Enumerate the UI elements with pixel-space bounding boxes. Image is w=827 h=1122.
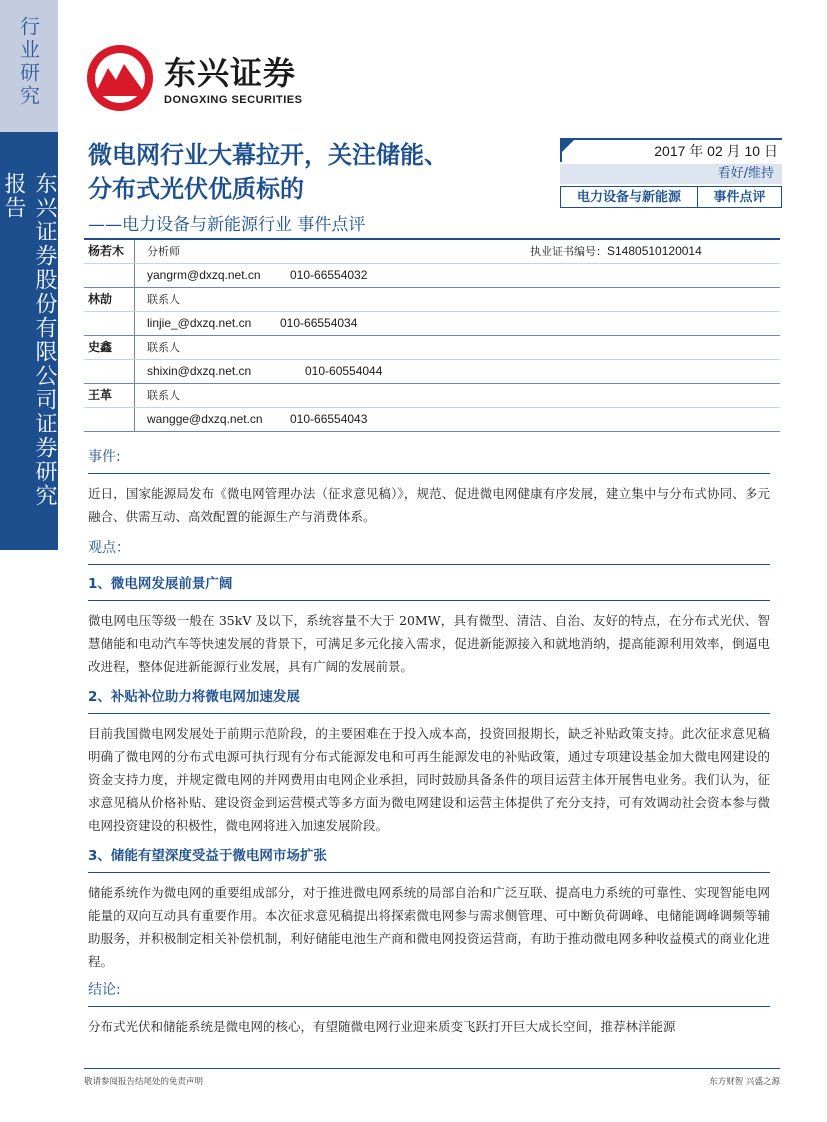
analyst-role-cell: [135, 336, 780, 359]
sidebar-company: 东兴证券股份有限公司证券研究报告: [1, 172, 57, 508]
event-paragraph: 近日，国家能源局发布《微电网管理办法（征求意见稿）》，规范、促进微电网健康有序发展，建立集中与分布式协同、多元融合、供需互动、高效配置的能源生产与消费体系。: [88, 486, 770, 524]
sidebar-category-band: [0, 0, 58, 132]
analyst-email[interactable]: shixin@dxzq.net.cn: [147, 364, 252, 378]
view-paragraph-1: 微电网电压等级一般在 35kV 及以下，系统容量不大于 20MW，具有微型、清洁、自治、友好的特点，在分布式光伏、智慧储能和电动汽车等快速发展的背景下，可满足多元化接入需求，促进新能源接入和就地消纳，提高能源利用效率，倒逼电改进程，整体促进新能源行业发展，具有广阔的发展前景。: [88, 613, 770, 674]
sidebar-category: 行业研究: [16, 16, 41, 108]
analyst-email[interactable]: wangge@dxzq.net.cn: [147, 412, 263, 426]
analyst-name-spacer: [84, 312, 135, 335]
analyst-email[interactable]: linjie_@dxzq.net.cn: [147, 316, 252, 330]
event-label: 事件:: [88, 449, 121, 465]
page-footer: [84, 1068, 780, 1087]
analyst-name-spacer: [84, 408, 135, 431]
analyst-name-spacer: [84, 264, 135, 287]
analyst-row: [84, 384, 780, 408]
analyst-name-spacer: [84, 360, 135, 383]
analyst-role-cell: [135, 384, 780, 407]
company-logo: [86, 44, 316, 114]
view-paragraph-3: 储能系统作为微电网的重要组成部分，对于推进微电网系统的局部自治和广泛互联、提高电力系统的可靠性、实现智能电网能量的双向互动具有重要作用。本次征求意见稿提出将探索微电网参与需求侧管理、可中断负荷调峰、电储能调峰调频等辅助服务，并积极制定相关补偿机制，利好储能电池生产商和微电网投资运营商，有助于推动微电网多种收益模式的商业化进程。: [88, 885, 770, 969]
conclusion-label: 结论:: [88, 982, 121, 998]
analyst-contact-row: [84, 360, 780, 383]
analyst-phone: 010-60554044: [305, 364, 383, 378]
analyst-group: [84, 336, 780, 384]
analyst-contact-cell: [135, 360, 780, 383]
analyst-name: 杨若木: [84, 240, 135, 263]
view-paragraph-2: 目前我国微电网发展处于前期示范阶段，的主要困难在于投入成本高，投资回报期长，缺乏补贴政策支持。此次征求意见稿明确了微电网的分布式电源可执行现有分布式能源发电和可再生能源发电的补贴政策，通过专项建设基金加大微电网建设的资金支持力度，并规定微电网的并网费用由电网企业承担，同时鼓励具备条件的项目运营主体开展售电业务。我们认为，征求意见稿从价格补贴、建设资金到运营模式等多方面为微电网建设和运营主体提供了充分支持，可有效调动社会资本参与微电网投资建设的积极性，微电网将进入加速发展阶段。: [88, 726, 770, 833]
section-divider: [88, 1006, 770, 1007]
analyst-row: [84, 240, 780, 264]
section-divider: [88, 600, 770, 601]
disclaimer-note: 敬请参阅报告结尾处的免责声明: [84, 1077, 204, 1087]
view-heading-3: 3、储能有望深度受益于微电网市场扩张: [88, 848, 327, 864]
analyst-role-cell: [135, 288, 780, 311]
view-heading-1: 1、微电网发展前景广阔: [88, 576, 233, 592]
title-line-1: 微电网行业大幕拉开，关注储能、: [88, 141, 448, 169]
rating-badge: 看好/维持: [560, 164, 782, 184]
license-number: S1480510120014: [607, 244, 702, 258]
analyst-contact-row: [84, 312, 780, 335]
corner-mark-icon: [562, 140, 574, 152]
report-date: 2017 年 02 月 10 日: [654, 143, 778, 159]
analyst-table: [84, 238, 780, 432]
analyst-phone: 010-66554032: [290, 268, 368, 282]
analyst-contact-row: [84, 408, 780, 431]
section-divider: [88, 872, 770, 873]
report-body: [88, 446, 770, 1038]
analyst-role: 联系人: [147, 341, 180, 354]
license-label: 执业证书编号：: [530, 245, 607, 258]
analyst-name: 史鑫: [84, 336, 135, 359]
tag-row: [560, 186, 782, 208]
date-row: [560, 138, 782, 162]
analyst-phone: 010-66554034: [280, 316, 358, 330]
section-divider: [88, 473, 770, 474]
analyst-group: [84, 240, 780, 288]
section-divider: [88, 564, 770, 565]
sidebar-company-band: [0, 132, 58, 550]
report-title: [88, 138, 448, 206]
analyst-name: 王革: [84, 384, 135, 407]
industry-tag: 电力设备与新能源: [560, 186, 698, 208]
report-info-box: [560, 138, 782, 208]
footer-slogan: 东方财智 兴盛之源: [709, 1077, 780, 1087]
report-type-tag: 事件点评: [698, 186, 782, 208]
analyst-row: [84, 288, 780, 312]
analyst-contact-cell: [135, 312, 780, 335]
views-label: 观点：: [88, 540, 130, 556]
analyst-row: [84, 336, 780, 360]
analyst-role: 分析师: [147, 245, 180, 258]
section-divider: [88, 713, 770, 714]
analyst-contact-cell: [135, 408, 780, 431]
analyst-role: 联系人: [147, 293, 180, 306]
logo-text-en: DONGXING SECURITIES: [164, 94, 303, 106]
analyst-contact-row: [84, 264, 780, 287]
analyst-name: 林劼: [84, 288, 135, 311]
analyst-group: [84, 384, 780, 432]
report-subtitle: ——电力设备与新能源行业 事件点评: [88, 215, 366, 235]
title-line-2: 分布式光伏优质标的: [88, 175, 304, 203]
analyst-role: 联系人: [147, 389, 180, 402]
logo-mark-icon: [86, 44, 154, 112]
conclusion-paragraph: 分布式光伏和储能系统是微电网的核心，有望随微电网行业迎来质变飞跃打开巨大成长空间，推荐林洋能源: [88, 1019, 676, 1034]
analyst-phone: 010-66554043: [290, 412, 368, 426]
analyst-contact-cell: [135, 264, 780, 287]
view-heading-2: 2、补贴补位助力将微电网加速发展: [88, 689, 300, 705]
analyst-email[interactable]: yangrm@dxzq.net.cn: [147, 268, 261, 282]
logo-text-cn: 东兴证券: [164, 54, 297, 92]
analyst-role-cell: [135, 240, 780, 263]
analyst-group: [84, 288, 780, 336]
license-info: [530, 240, 702, 263]
